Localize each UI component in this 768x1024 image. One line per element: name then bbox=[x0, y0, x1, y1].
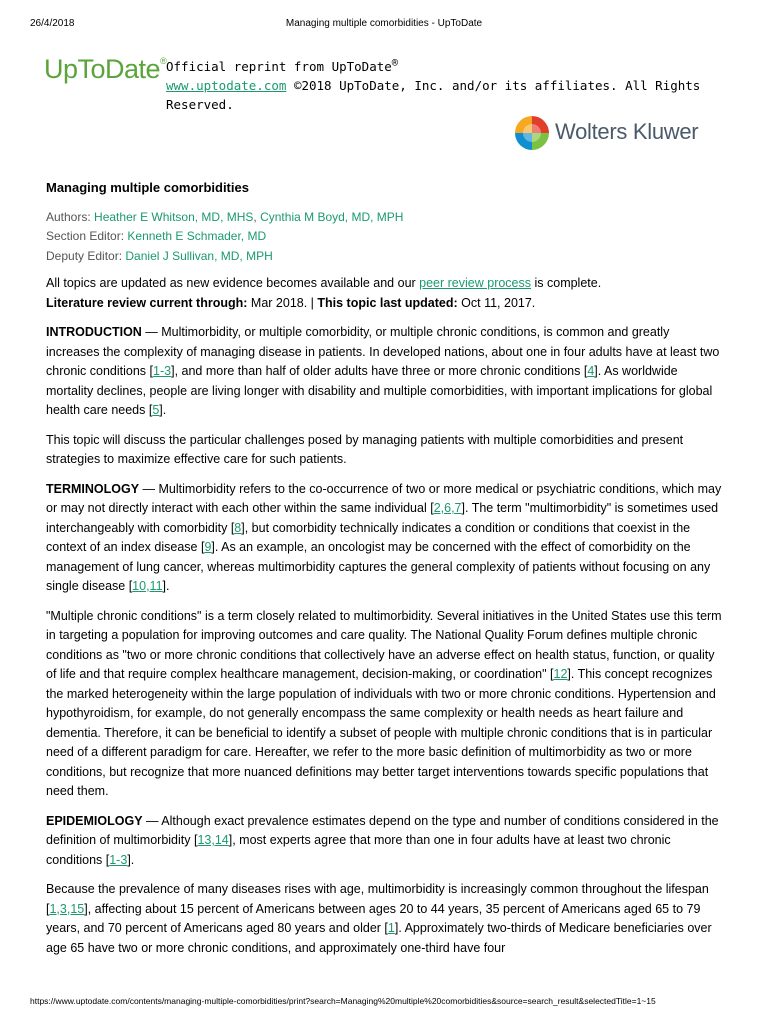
author-link[interactable]: Cynthia M Boyd, MD, MPH bbox=[260, 209, 404, 224]
reference-link[interactable]: 13,14 bbox=[197, 833, 229, 847]
introduction-paragraph: INTRODUCTION — Multimorbidity, or multiple comorbidity, or multiple chronic conditions, is common and greatly increases the complexity of managing disease in patients. In developed nations, about one in four adults have at least two chronic conditions [1-3], and more than half of older adults have three or more chronic conditions [4]. As worldwide mortality declines, people are living longer with disability and multiple comorbidities, with important implications for global health care needs [5]. bbox=[46, 325, 720, 417]
publisher-name: Wolters Kluwer bbox=[555, 119, 699, 144]
wolters-kluwer-globe-icon bbox=[515, 116, 549, 150]
brand-header bbox=[44, 52, 724, 113]
reference-link[interactable]: 1-3 bbox=[109, 852, 128, 867]
reference-link[interactable]: 5 bbox=[152, 403, 160, 417]
peer-review-link[interactable]: peer review process bbox=[419, 276, 532, 290]
reference-link[interactable]: 9 bbox=[204, 540, 212, 554]
reference-link[interactable]: 1 bbox=[387, 921, 395, 935]
epidemiology-paragraph: EPIDEMIOLOGY — Although exact prevalence estimates depend on the type and number of conditions considered in the definition of multimorbidity [13,14], most experts agree that more than one in four adults have at least two chronic conditions [1-3]. bbox=[46, 813, 719, 867]
reference-link[interactable]: 10,11 bbox=[132, 579, 163, 593]
author-link[interactable]: Heather E Whitson, MD, MHS bbox=[94, 209, 254, 224]
reference-link[interactable]: 12 bbox=[553, 667, 568, 681]
print-title: Managing multiple comorbidities - UpToDate bbox=[285, 18, 483, 29]
print-header bbox=[30, 18, 738, 32]
uptodate-url-link[interactable]: www.uptodate.com bbox=[166, 78, 287, 94]
deputy-editor-line: Deputy Editor: Daniel J Sullivan, MD, MPH bbox=[46, 248, 273, 263]
article-content bbox=[46, 178, 726, 968]
print-footer-url: https://www.uptodate.com/contents/managing-multiple-comorbidities/print?search=Managing%20multiple%20comorbidities&source=search_result&selectedTitle=1~15 bbox=[30, 996, 656, 1006]
mcc-paragraph: "Multiple chronic conditions" is a term closely related to multimorbidity. Several initiatives in the United States use this term in targeting a population for improving outcomes and care quality. The National Quality Forum defines multiple chronic conditions as "two or more chronic conditions that collectively have an adverse effect on health status, function, or quality of life and that require complex healthcare management, decision-making, or coordination" [12]. This concept recognizes the marked heterogeneity within the large population of individuals with two or more chronic conditions. Hypertension and hypothyroidism, for example, do not generally encompass the same complexity or health needs as heart failure and dementia. Therefore, it can be beneficial to identify a subset of people with multiple chronic conditions that is in particular need of a different paradigm for care. Hereafter, we refer to the more basic definition of multimorbidity as two or more conditions, but recognize that more nuanced definitions may better target interventions towards specific populations that need them. bbox=[46, 608, 722, 798]
section-editor-line: Section Editor: Kenneth E Schmader, MD bbox=[46, 229, 267, 243]
wolters-kluwer-logo bbox=[515, 116, 715, 150]
reference-link[interactable]: 2,6,7 bbox=[433, 501, 462, 515]
article-meta bbox=[46, 208, 726, 267]
reprint-notice: Official reprint from UpToDate® www.uptodate.com ©2018 UpToDate, Inc. and/or its affiliates. All Rights Reserved. bbox=[166, 57, 701, 113]
deputy-editor-link[interactable]: Daniel J Sullivan, MD, MPH bbox=[125, 248, 273, 263]
reference-link[interactable]: 4 bbox=[587, 364, 595, 378]
print-date: 26/4/2018 bbox=[30, 18, 75, 29]
update-notice: All topics are updated as new evidence becomes available and our peer review process is complete. Literature review current through: Mar 2018. | This topic last updated: Oct 11, 2017. bbox=[46, 276, 602, 310]
age-paragraph: Because the prevalence of many diseases rises with age, multimorbidity is increasingly common throughout the lifespan [1,3,15], affecting about 15 percent of Americans between ages 20 to 44 years, 35 percent of Americans aged 65 to 79 years, and 70 percent of Americans aged 80 years and older [1]. Approximately two-thirds of Medicare beneficiaries over age 65 have two or more chronic conditions, and approximately one-third have four bbox=[46, 882, 712, 955]
terminology-paragraph: TERMINOLOGY — Multimorbidity refers to the co-occurrence of two or more medical or psychiatric conditions, which may or may not directly interact with each other within the same individual [2,6,7]. The term "multimorbidity" is sometimes used interchangeably with comorbidity [8], but comorbidity technically indicates a condition or conditions that coexist in the context of an index disease [9]. As an example, an oncologist may be concerned with the effect of comorbidity on the management of lung cancer, whereas multimorbidity captures the general complexity of patients without focusing on any single disease [10,11]. bbox=[46, 481, 722, 593]
reference-link[interactable]: 1-3 bbox=[153, 364, 172, 378]
reference-link[interactable]: 8 bbox=[234, 520, 242, 535]
topic-paragraph: This topic will discuss the particular challenges posed by managing patients with multiple comorbidities and present strategies to maximize effective care for such patients. bbox=[46, 432, 684, 466]
section-heading: TERMINOLOGY bbox=[46, 481, 140, 496]
article-title: Managing multiple comorbidities bbox=[46, 180, 249, 195]
copyright-text: ©2018 UpToDate, Inc. and/or its affiliates. All Rights Reserved. bbox=[166, 78, 701, 113]
section-heading: EPIDEMIOLOGY bbox=[46, 813, 143, 828]
authors-line: Authors: Heather E Whitson, MD, MHS, Cynthia M Boyd, MD, MPH bbox=[46, 209, 404, 224]
section-heading: INTRODUCTION bbox=[46, 325, 142, 339]
reference-link[interactable]: 1,3,15 bbox=[49, 901, 85, 916]
section-editor-link[interactable]: Kenneth E Schmader, MD bbox=[127, 229, 267, 243]
uptodate-logo: UpToDate® bbox=[44, 54, 167, 84]
